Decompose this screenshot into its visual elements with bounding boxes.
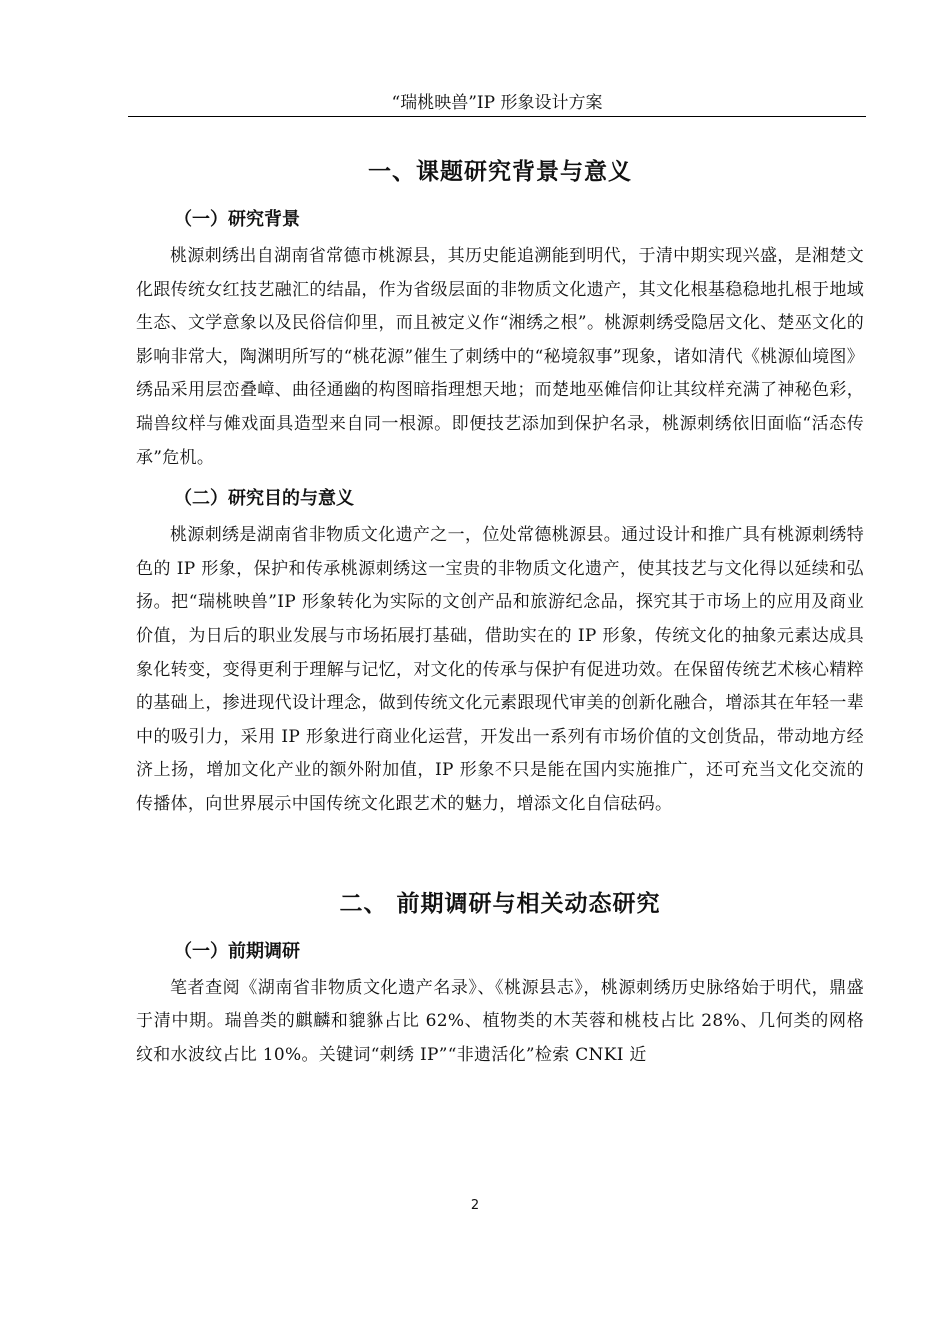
header-rule [128, 116, 866, 117]
section-1-sub-1-paragraph: 桃源刺绣出自湖南省常德市桃源县，其历史能追溯能到明代，于清中期实现兴盛，是湘楚文化跟传统女红技艺融汇的结晶，作为省级层面的非物质文化遗产，其文化根基稳稳地扎根于地域生态、文学意象以及民俗信仰里，而且被定义作“湘绣之根”。桃源刺绣受隐居文化、楚巫文化的影响非常大，陶渊明所写的“桃花源”催生了刺绣中的“秘境叙事”现象，诸如清代《桃源仙境图》绣品采用层峦叠嶂、曲径通幽的构图暗指理想天地；而楚地巫傩信仰让其纹样充满了神秘色彩，瑞兽纹样与傩戏面具造型来自同一根源。即便技艺添加到保护名录，桃源刺绣依旧面临“活态传承”危机。 [136, 246, 864, 468]
document-body [136, 150, 864, 1072]
section-2-title: 二、 前期调研与相关动态研究 [339, 890, 661, 917]
section-1-title: 一、课题研究背景与意义 [368, 159, 632, 185]
page-header: “瑞桃映兽”IP 形象设计方案 [391, 93, 603, 113]
section-1-sub-2-title: （二）研究目的与意义 [174, 488, 354, 510]
section-1-sub-1-title: （一）研究背景 [174, 209, 300, 230]
section-2-sub-1-paragraph: 笔者查阅《湖南省非物质文化遗产名录》、《桃源县志》，桃源刺绣历史脉络始于明代，鼎盛于清中期。瑞兽类的麒麟和貔貅占比 62%、植物类的木芙蓉和桃枝占比 28%、几何类的网格纹和水波纹占比 10%。关键词“刺绣 IP”“非遗活化”检索 CNKI 近 [136, 977, 864, 1065]
section-1-sub-2-paragraph: 桃源刺绣是湖南省非物质文化遗产之一，位处常德桃源县。通过设计和推广具有桃源刺绣特色的 IP 形象，保护和传承桃源刺绣这一宝贵的非物质文化遗产，使其技艺与文化得以延续和弘扬。把“瑞桃映兽”IP 形象转化为实际的文创产品和旅游纪念品，探究其于市场上的应用及商业价值，为日后的职业发展与市场拓展打基础，借助实在的 IP 形象，传统文化的抽象元素达成具象化转变，变得更利于理解与记忆，对文化的传承与保护有促进功效。在保留传统艺术核心精粹的基础上，掺进现代设计理念，做到传统文化元素跟现代审美的创新化融合，增添其在年轻一辈中的吸引力，采用 IP 形象进行商业化运营，开发出一系列有市场价值的文创货品，带动地方经济上扬，增加文化产业的额外附加值，IP 形象不只是能在国内实施推广，还可充当文化交流的传播体，向世界展示中国传统文化跟艺术的魅力，增添文化自信砝码。 [136, 525, 864, 814]
section-2-sub-1-title: （一）前期调研 [174, 940, 300, 962]
page-number: 2 [470, 1198, 480, 1213]
